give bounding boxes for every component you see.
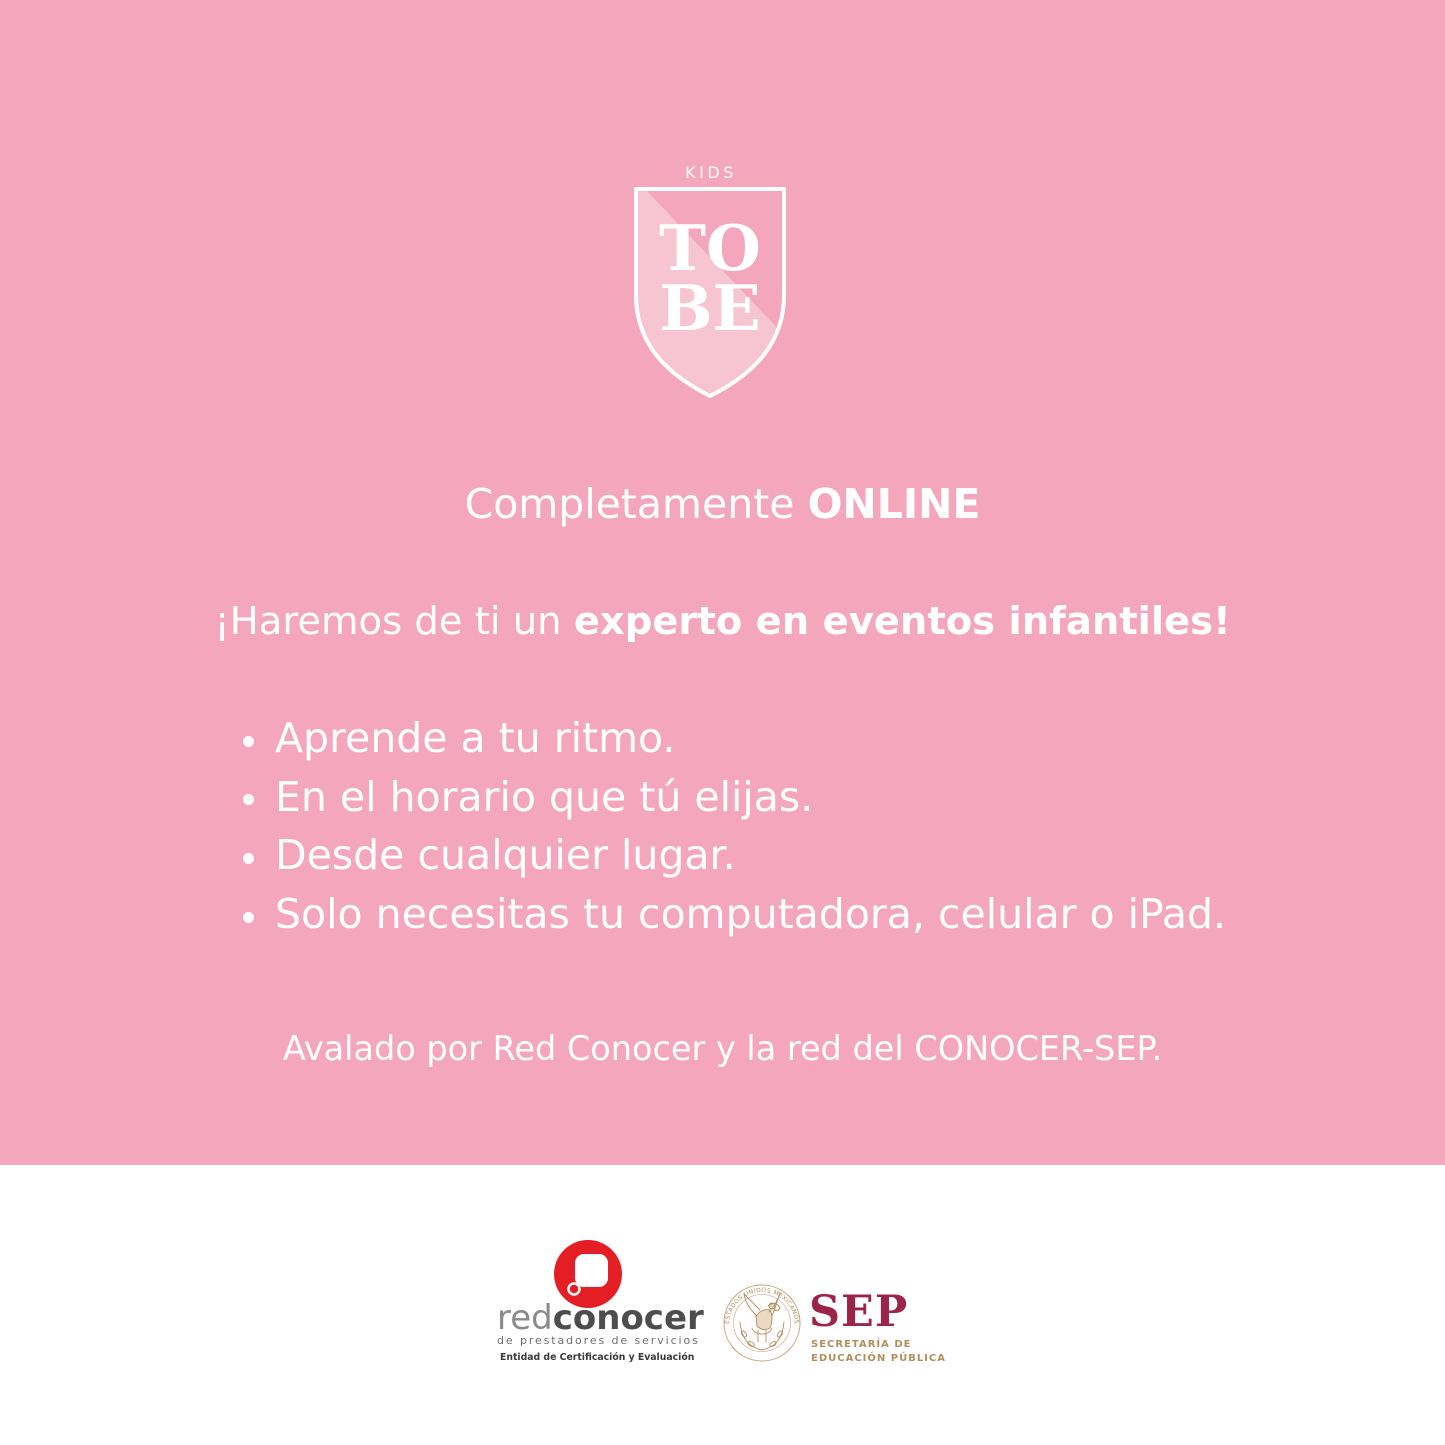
feature-text: Desde cualquier lugar. (275, 831, 736, 880)
headline-bold: ONLINE (807, 480, 981, 528)
bullet-icon (243, 794, 254, 805)
red-conocer-wordmark-bold: conocer (552, 1298, 704, 1338)
logo-to-text: TO (659, 211, 761, 285)
red-conocer-tagline: Entidad de Certificación y Evaluación (500, 1352, 695, 1363)
list-item (0, 768, 1445, 827)
sep-acronym: SEP (809, 1287, 909, 1337)
seal-text-path: ESTADOS UNIDOS MEXICANOS (723, 1286, 801, 1325)
red-conocer-subtitle: de prestadores de servicios (497, 1334, 700, 1347)
logo-be-text: BE (659, 271, 761, 345)
list-item (0, 709, 1445, 768)
sep-line-2: EDUCACIÓN PÚBLICA (811, 1352, 946, 1364)
headline-regular: Completamente (464, 480, 795, 528)
feature-text: Solo necesitas tu computadora, celular o iPad. (275, 890, 1227, 939)
endorsement-text: Avalado por Red Conocer y la red del CONOCER-SEP. (282, 1029, 1163, 1068)
shield-logo-icon (620, 150, 800, 410)
bullet-icon (243, 736, 254, 747)
red-conocer-square (575, 1254, 608, 1287)
tagline-bold: experto en eventos infantiles! (573, 599, 1231, 644)
list-item (0, 885, 1445, 944)
feature-list (0, 709, 1445, 944)
list-item (0, 826, 1445, 885)
bullet-icon (243, 912, 254, 923)
seal-eagle (740, 1292, 784, 1350)
logo-kids-text: KIDS (685, 163, 737, 182)
coat-of-arms-seal-icon (720, 1280, 804, 1366)
feature-text: En el horario que tú elijas. (275, 772, 814, 821)
sep-line-1: SECRETARÍA DE (811, 1339, 912, 1350)
tagline (0, 592, 1445, 652)
feature-text: Aprende a tu ritmo. (275, 714, 676, 762)
red-conocer-dot (569, 1284, 580, 1295)
red-conocer-wordmark-light: red (497, 1298, 553, 1338)
headline (0, 474, 1445, 534)
bullet-icon (243, 853, 254, 864)
tagline-regular: ¡Haremos de ti un (214, 599, 562, 644)
red-conocer-wordmark (497, 1298, 704, 1338)
